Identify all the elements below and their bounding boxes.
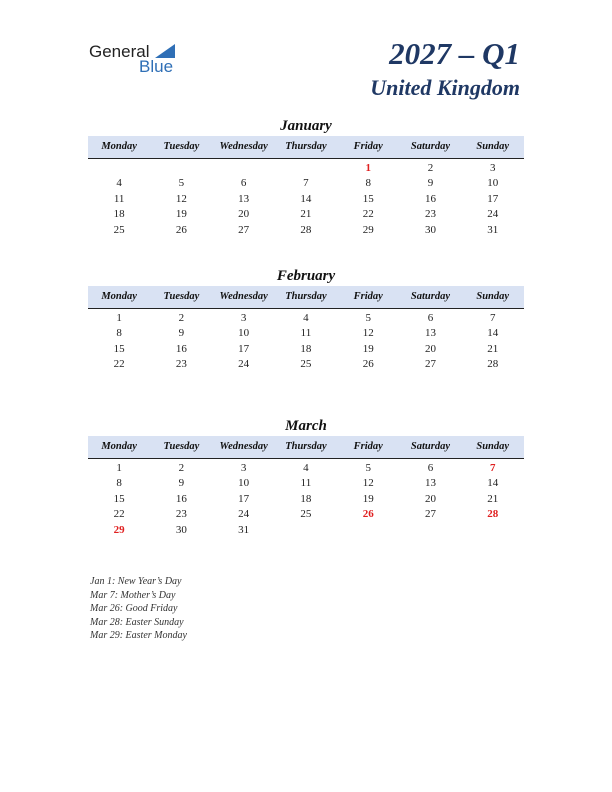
month-calendar-january xyxy=(88,116,524,238)
logo-text-blue: Blue xyxy=(139,57,174,76)
weeks-grid xyxy=(88,459,524,538)
holiday-note: Mar 28: Easter Sunday xyxy=(90,616,184,628)
day-cell: 21 xyxy=(300,208,312,221)
day-cell: 20 xyxy=(238,208,250,221)
day-cell: 27 xyxy=(424,358,436,371)
day-cell: 7 xyxy=(303,177,309,190)
day-cell: 22 xyxy=(113,508,125,521)
day-cell: 14 xyxy=(300,192,312,205)
month-name: January xyxy=(280,118,332,134)
weekday-monday: Monday xyxy=(101,441,137,452)
day-cell: 19 xyxy=(362,492,374,505)
day-cell: 5 xyxy=(178,177,185,190)
weekday-friday: Friday xyxy=(353,291,383,302)
day-cell: 28 xyxy=(487,508,499,521)
day-cell: 14 xyxy=(487,327,499,340)
day-cell: 23 xyxy=(175,358,187,371)
country-title: United Kingdom xyxy=(370,75,520,100)
day-cell: 24 xyxy=(238,508,250,521)
holiday-note: Mar 7: Mother’s Day xyxy=(90,589,176,601)
day-cell: 15 xyxy=(113,492,125,505)
weekday-wednesday: Wednesday xyxy=(219,291,268,302)
day-cell: 12 xyxy=(362,477,374,490)
week-row xyxy=(88,161,524,176)
day-cell: 8 xyxy=(365,177,371,190)
weekday-sunday: Sunday xyxy=(476,441,510,452)
weekday-saturday: Saturday xyxy=(410,291,450,302)
logo-triangle-icon xyxy=(155,44,175,58)
day-cell: 12 xyxy=(362,327,374,340)
week-row xyxy=(88,311,524,326)
day-cell: 16 xyxy=(175,342,187,355)
day-cell: 6 xyxy=(427,312,434,324)
week-row xyxy=(88,523,524,538)
day-cell: 31 xyxy=(238,523,250,536)
empty-day-cell xyxy=(213,161,275,176)
day-cell: 15 xyxy=(113,342,125,355)
weekday-saturday: Saturday xyxy=(410,141,450,152)
day-cell: 7 xyxy=(489,462,496,474)
day-cell: 4 xyxy=(303,462,309,474)
day-cell: 5 xyxy=(365,462,371,474)
day-cell: 26 xyxy=(362,358,374,371)
day-cell: 28 xyxy=(487,358,499,371)
day-cell: 14 xyxy=(487,477,499,490)
empty-day-cell xyxy=(337,523,399,538)
day-cell: 26 xyxy=(362,508,374,521)
weekday-header-row xyxy=(88,136,524,159)
week-row xyxy=(88,192,524,207)
week-row xyxy=(88,507,524,522)
day-cell: 13 xyxy=(238,192,250,205)
day-cell: 24 xyxy=(487,208,499,221)
day-cell: 25 xyxy=(300,358,312,371)
week-row xyxy=(88,223,524,238)
day-cell: 29 xyxy=(113,523,125,536)
weekday-saturday: Saturday xyxy=(410,441,450,452)
day-cell: 19 xyxy=(175,208,187,221)
day-cell: 11 xyxy=(300,477,312,490)
day-cell: 30 xyxy=(175,523,187,536)
weekday-thursday: Thursday xyxy=(285,141,327,152)
week-row xyxy=(88,476,524,491)
week-row xyxy=(88,207,524,222)
holiday-note: Mar 26: Good Friday xyxy=(90,603,178,615)
day-cell: 15 xyxy=(362,192,374,205)
day-cell: 17 xyxy=(487,192,499,205)
day-cell: 3 xyxy=(240,312,247,324)
weekday-header-row xyxy=(88,286,524,309)
day-cell: 8 xyxy=(116,477,122,490)
day-cell: 7 xyxy=(489,312,496,324)
weekday-wednesday: Wednesday xyxy=(219,141,268,152)
day-cell: 27 xyxy=(238,223,250,236)
weeks-grid xyxy=(88,159,524,238)
day-cell: 16 xyxy=(175,492,187,505)
day-cell: 23 xyxy=(424,208,436,221)
holiday-note: Mar 29: Easter Monday xyxy=(90,630,187,642)
empty-day-cell xyxy=(88,161,150,176)
week-row xyxy=(88,461,524,476)
day-cell: 17 xyxy=(238,342,250,355)
weekday-sunday: Sunday xyxy=(476,291,510,302)
day-cell: 20 xyxy=(424,342,436,355)
day-cell: 22 xyxy=(362,208,374,221)
day-cell: 6 xyxy=(427,462,434,474)
empty-day-cell xyxy=(275,161,337,176)
day-cell: 20 xyxy=(424,492,436,505)
day-cell: 11 xyxy=(300,327,312,340)
logo xyxy=(89,42,199,76)
month-calendar-february xyxy=(88,266,524,373)
day-cell: 10 xyxy=(238,327,250,340)
day-cell: 27 xyxy=(424,508,436,521)
day-cell: 26 xyxy=(175,223,187,236)
weekday-wednesday: Wednesday xyxy=(219,441,268,452)
week-row xyxy=(88,342,524,357)
month-calendar-march xyxy=(88,416,524,538)
day-cell: 24 xyxy=(238,358,250,371)
day-cell: 5 xyxy=(365,312,371,324)
day-cell: 21 xyxy=(487,492,499,505)
day-cell: 4 xyxy=(116,177,122,190)
week-row xyxy=(88,176,524,191)
day-cell: 17 xyxy=(238,492,250,505)
day-cell: 23 xyxy=(175,508,187,521)
holiday-note: Jan 1: New Year’s Day xyxy=(90,576,182,587)
day-cell: 11 xyxy=(113,192,125,205)
day-cell: 9 xyxy=(427,177,434,190)
month-name: February xyxy=(276,268,336,284)
day-cell: 21 xyxy=(487,342,499,355)
week-row xyxy=(88,492,524,507)
week-row xyxy=(88,326,524,341)
weekday-sunday: Sunday xyxy=(476,141,510,152)
holiday-notes xyxy=(90,575,390,643)
empty-day-cell xyxy=(150,161,212,176)
day-cell: 28 xyxy=(300,223,312,236)
day-cell: 18 xyxy=(113,208,125,221)
day-cell: 2 xyxy=(178,462,185,474)
day-cell: 10 xyxy=(487,177,499,190)
day-cell: 25 xyxy=(113,223,125,236)
weekday-monday: Monday xyxy=(101,291,137,302)
day-cell: 25 xyxy=(300,508,312,521)
day-cell: 6 xyxy=(240,177,247,190)
day-cell: 9 xyxy=(178,477,185,490)
day-cell: 22 xyxy=(113,358,125,371)
day-cell: 18 xyxy=(300,342,312,355)
day-cell: 10 xyxy=(238,477,250,490)
weeks-grid xyxy=(88,309,524,373)
day-cell: 4 xyxy=(303,312,309,324)
weekday-monday: Monday xyxy=(101,141,137,152)
month-name: March xyxy=(285,418,327,434)
day-cell: 3 xyxy=(240,462,247,474)
logo-text-general: General xyxy=(89,42,150,61)
empty-day-cell xyxy=(399,523,461,538)
day-cell: 16 xyxy=(424,192,436,205)
day-cell: 1 xyxy=(116,462,122,474)
empty-day-cell xyxy=(275,523,337,538)
weekday-header-row xyxy=(88,436,524,459)
day-cell: 8 xyxy=(116,327,122,340)
day-cell: 18 xyxy=(300,492,312,505)
weekday-thursday: Thursday xyxy=(285,441,327,452)
weekday-thursday: Thursday xyxy=(285,291,327,302)
day-cell: 13 xyxy=(424,327,436,340)
empty-day-cell xyxy=(462,523,524,538)
weekday-friday: Friday xyxy=(353,141,383,152)
week-row xyxy=(88,357,524,372)
day-cell: 31 xyxy=(487,223,499,236)
day-cell: 19 xyxy=(362,342,374,355)
page-title: 2027 – Q1 xyxy=(389,36,520,71)
weekday-tuesday: Tuesday xyxy=(163,441,200,452)
day-cell: 2 xyxy=(178,312,185,324)
weekday-tuesday: Tuesday xyxy=(163,291,200,302)
day-cell: 3 xyxy=(489,162,496,174)
day-cell: 12 xyxy=(175,192,187,205)
day-cell: 2 xyxy=(427,162,434,174)
day-cell: 30 xyxy=(424,223,436,236)
weekday-tuesday: Tuesday xyxy=(163,141,200,152)
day-cell: 13 xyxy=(424,477,436,490)
day-cell: 29 xyxy=(362,223,374,236)
day-cell: 1 xyxy=(116,312,122,324)
weekday-friday: Friday xyxy=(353,441,383,452)
day-cell: 9 xyxy=(178,327,185,340)
day-cell: 1 xyxy=(365,162,371,174)
